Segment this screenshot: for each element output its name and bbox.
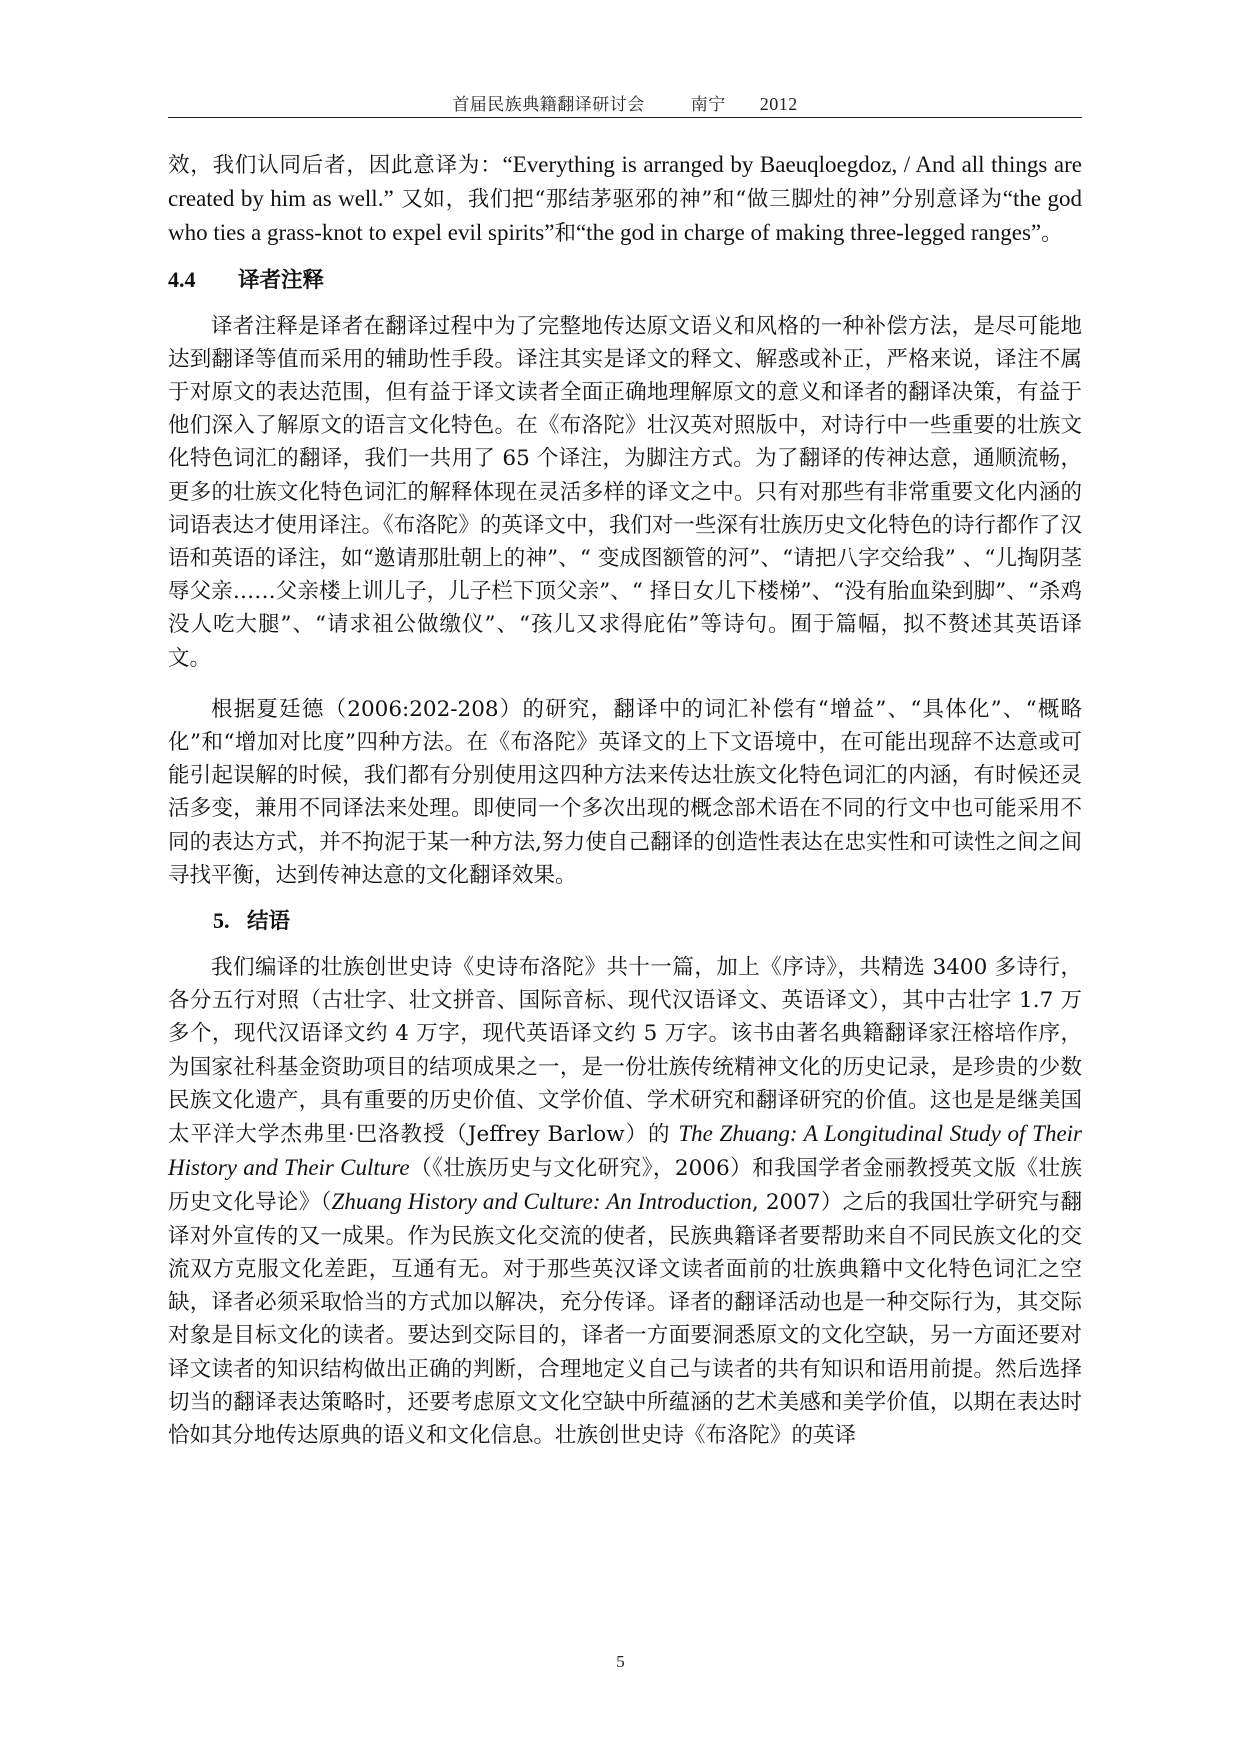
book-title-english: The Zhuang: A Longitudinal Study of Their History and Their Culture bbox=[168, 1121, 1082, 1181]
paragraph: 根据夏廷德（2006:202-208）的研究，翻译中的词汇补偿有“增益”、“具体化”、“概略化”和“增加对比度”四种方法。在《布洛陀》英译文的上下文语境中，在可能出现辞不达意或可能引起误解的时候，我们都有分别使用这四种方法来传达壮族文化特色词汇的内涵，有时候还灵活多变，兼用不同译法来处理。即使同一个多次出现的概念部术语在不同的行文中也可能采用不同的表达方式，并不拘泥于某一种方法,努力使自己翻译的创造性表达在忠实性和可读性之间之间寻找平衡，达到传神达意的文化翻译效果。 bbox=[168, 696, 1082, 888]
section-number: 5. bbox=[213, 908, 230, 934]
text-run: 和 bbox=[554, 221, 576, 247]
header-year: 2012 bbox=[759, 94, 798, 114]
text-run: 。 bbox=[1041, 221, 1063, 247]
book-title-english: Zhuang History and Culture: An Introduction bbox=[331, 1189, 752, 1215]
text-run: 效，我们认同后者，因此意译为： bbox=[168, 153, 503, 178]
text-run: , 2007）之后的我国壮学研究与翻译对外宣传的又一成果。作为民族文化交流的使者，民族典籍译者要帮助来自不同民族文化的交流双方克服文化差距，互通有无。对于那些英汉译文读者面前的壮族典籍中文化特色词汇之空缺，译者必须采取恰当的方式加以解决，充分传译。译者的翻译活动也是一种交际行为，其交际对象是目标文化的读者。要达到交际目的，译者一方面要洞悉原文的文化空缺，另一方面还要对译文读者的知识结构做出正确的判断，合理地定义自己与读者的共有知识和语用前提。然后选择切当的翻译表达策略时，还要考虑原文文化空缺中所蕴涵的艺术美感和美学价值，以期在表达时恰如其分地传达原典的语义和文化信息。壮族创世史诗《布洛陀》的英译 bbox=[168, 1190, 1082, 1448]
page-number: 5 bbox=[616, 1652, 625, 1671]
english-translation: “the god who ties a grass-knot to expel evil spirits” bbox=[168, 186, 1082, 246]
paragraph bbox=[168, 951, 1082, 1452]
section-heading-5 bbox=[168, 904, 1082, 939]
header-city: 南宁 bbox=[690, 95, 726, 115]
section-number: 4.4 bbox=[168, 266, 196, 292]
body-text bbox=[168, 148, 1082, 1452]
english-translation: “Everything is arranged by Baeuqloegdoz, / And all things are created by him as well.” bbox=[168, 152, 1082, 212]
text-run: （《壮族历史与文化研究》，2006）和我国学者金丽教授英文版《壮族历史文化导论》（ bbox=[168, 1156, 1082, 1216]
english-translation: “the god in charge of making three-legged ranges” bbox=[575, 220, 1042, 246]
paragraph: 译者注释是译者在翻译过程中为了完整地传达原文语义和风格的一种补偿方法，是尽可能地达到翻译等值而采用的辅助性手段。译注其实是译文的释文、解惑或补正，严格来说，译注不属于对原文的表达范围，但有益于译文读者全面正确地理解原文的意义和译者的翻译决策，有益于他们深入了解原文的语言文化特色。在《布洛陀》壮汉英对照版中，对诗行中一些重要的壮族文化特色词汇的翻译，我们一共用了 65 个译注，为脚注方式。为了翻译的传神达意，通顺流畅，更多的壮族文化特色词汇的解释体现在灵活多样的译文之中。只有对那些有非常重要文化内涵的词语表达才使用译注。《布洛陀》的英译文中，我们对一些深有壮族历史文化特色的诗行都作了汉语和英语的译注，如“邀请那肚朝上的神”、“ 变成图额管的河”、“请把八字交给我” 、“儿掏阴茎辱父亲……父亲楼上训儿子，儿子栏下顶父亲”、“ 择日女儿下楼梯”、“没有胎血染到脚”、“杀鸡没人吃大腿”、“请求祖公做缴仪”、“孩儿又求得庇佑”等诗句。囿于篇幅，拟不赘述其英语译文。 bbox=[168, 313, 1082, 671]
header-rule bbox=[168, 117, 1082, 118]
section-heading-4-4 bbox=[168, 263, 1082, 298]
text-run: 又如，我们把“那结茅驱邪的神”和“做三脚灶的神”分别意译为 bbox=[401, 187, 1003, 213]
conference-title: 首届民族典籍翻译研讨会 bbox=[452, 95, 645, 115]
section-title: 译者注释 bbox=[238, 267, 325, 293]
running-header bbox=[168, 90, 1082, 116]
section-title: 结语 bbox=[247, 909, 291, 935]
continued-paragraph bbox=[168, 148, 1082, 251]
text-run: 我们编译的壮族创世史诗《史诗布洛陀》共十一篇，加上《序诗》，共精选 3400 多诗行，各分五行对照（古壮字、壮文拼音、国际音标、现代汉语译文、英语译文），其中古壮字 1.7 万多个，现代汉语译文约 4 万字，现代英语译文约 5 万字。该书由著名典籍翻译家汪榕培作序，为国家社科基金资助项目的结项成果之一，是一份壮族传统精神文化的历史记录，是珍贵的少数民族文化遗产，具有重要的历史价值、文学价值、学术研究和翻译研究的价值。这也是是继美国太平洋大学杰弗里·巴洛教授（Jeffrey Barlow）的 bbox=[168, 955, 1082, 1148]
